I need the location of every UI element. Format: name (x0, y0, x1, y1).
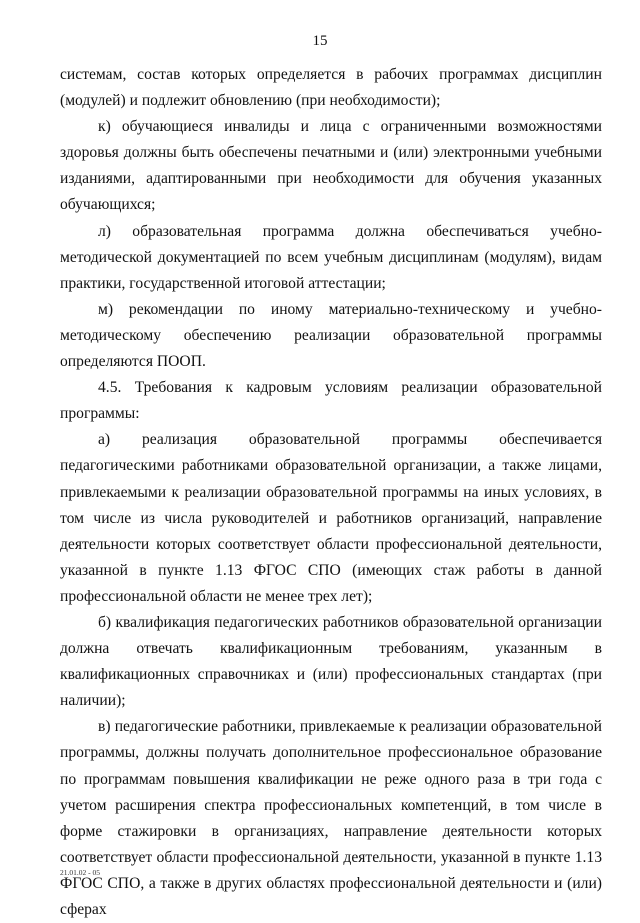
paragraph-item-l: л) образовательная программа должна обеспечиваться учебно-методической документацией по всем учебным дисциплинам (модулям), видам практики, государственной итоговой аттестации; (60, 222, 602, 292)
paragraph-item-a: а) реализация образовательной программы обеспечивается педагогическими работниками образовательной организации, а также лицами, привлекаемыми к реализации образовательной программы на иных условиях, в том числе из числа руководителей и работников организаций, направление деятельности которых соответствует области профессиональной деятельности, указанной в пункте 1.13 ФГОС СПО (имеющих стаж работы в данной профессиональной области не менее трех лет); (60, 431, 602, 605)
section-heading-4-5: 4.5. Требования к кадровым условиям реализации образовательной программы: (60, 379, 602, 423)
paragraph-item-v: в) педагогические работники, привлекаемые к реализации образовательной программы, должны получать дополнительное профессиональное образование по программам повышения квалификации не реже одного раза в три года с учетом расширения спектра профессиональных компетенций, в том числе в форме стажировки в организациях, направление деятельности которых соответствует области профессиональной деятельности, указанной в пункте 1.13 ФГОС СПО, а также в других областях профессиональной деятельности и (или) сферах (60, 718, 602, 918)
document-code: 21.01.02 - 05 (60, 868, 100, 877)
document-body (60, 62, 602, 923)
paragraph-item-b: б) квалификация педагогических работников образовательной организации должна отвечать квалификационным требованиям, указанным в квалификационных справочниках и (или) профессиональных стандартах (при наличии); (60, 613, 602, 710)
paragraph-item-m: м) рекомендации по иному материально-техническому и учебно-методическому обеспечению реализации образовательной программы определяются ПООП. (60, 300, 602, 371)
paragraph-item-k: к) обучающиеся инвалиды и лица с ограниченными возможностями здоровья должны быть обеспечены печатными и (или) электронными учебными изданиями, адаптированными при необходимости для обучения указанных обучающихся; (60, 118, 602, 214)
page-number: 15 (312, 33, 328, 49)
paragraph-continuation: системам, состав которых определяется в рабочих программах дисциплин (модулей) и подлежит обновлению (при необходимости); (60, 66, 602, 110)
